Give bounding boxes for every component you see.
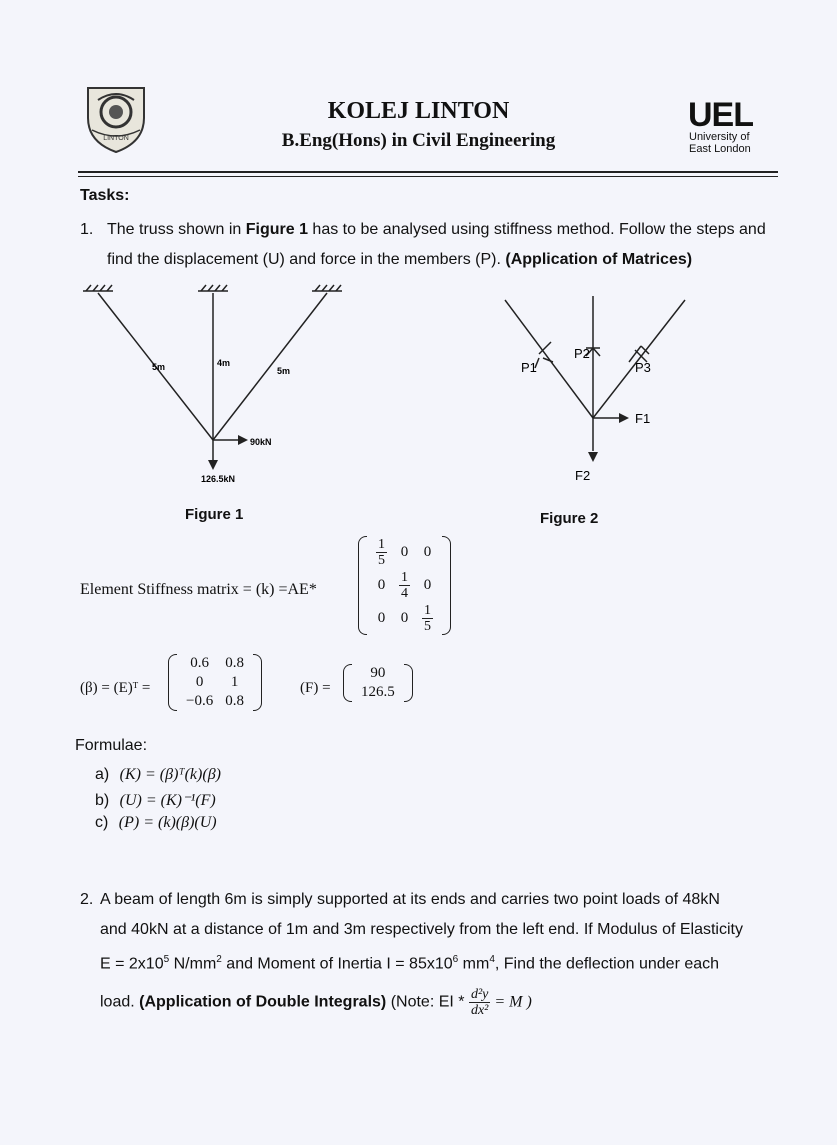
beta-matrix-cell: −0.6 [186,693,214,709]
institution-title: KOLEJ LINTON [327,98,510,124]
figure2-dof [495,286,705,486]
formula-item [95,766,221,790]
beta-matrix-cell: 0.8 [225,693,244,709]
formula-marker: b) [95,792,114,809]
stiffness-matrix-cell: 0 [423,577,432,593]
fig1-horizontal-load: 90kN [250,437,272,447]
stiffness-matrix-cell: 0 [400,544,409,560]
fig1-left-member-label: 5m [152,362,166,372]
beta-matrix-row [180,654,250,673]
stiffness-matrix-cell [416,602,439,635]
beta-matrix-cell: 0.8 [225,655,244,671]
stiffness-matrix-cell: 0 [423,544,432,560]
stiffness-matrix-cell: 0 [377,577,386,593]
force-vector-cell: 126.5 [361,684,395,700]
programme-title: B.Eng(Hons) in Civil Engineering [281,130,556,151]
formula-item [95,814,221,838]
force-vector [343,664,413,702]
stiffness-matrix-row [370,536,439,569]
beta-matrix-row [180,692,250,711]
q1-number: 1. [80,221,94,238]
stiffness-matrix-cell [370,536,393,569]
header-rule [78,171,778,173]
formula-expression: (K) = (β)ᵀ(k)(β) [119,766,221,783]
fraction: $\frac{1}{5}$ [424,603,431,634]
figure2-caption: Figure 2 [540,510,599,527]
uel-logo-text: University of East London [689,131,751,155]
fig1-right-member-label: 5m [277,366,291,376]
header-rule-thin [78,176,778,177]
formulae-list [95,766,221,838]
stiffness-matrix-row [370,569,439,602]
beta-matrix-cell: 1 [230,674,239,690]
derivative-fraction: $\frac{\text{d²y}}{\text{dx²}}$ [470,987,489,1019]
stiffness-matrix-cell: 0 [377,610,386,626]
q1-text: The truss shown in Figure 1 has to be analysed using stiffness method. Follow the steps and find the displacement (U) and force in the members (P). (Application of Matrices) [107,221,766,268]
figure1-truss [80,282,380,492]
fig2-p1-label: P1 [521,360,537,375]
fig1-vertical-load: 126.5kN [201,474,236,484]
formula-item [95,790,221,814]
figure1-caption: Figure 1 [185,506,244,523]
stiffness-matrix-cell [393,569,416,602]
fig1-middle-member-label: 4m [217,358,231,368]
stiffness-label: Element Stiffness matrix = (k) =AE* [80,581,317,598]
formula-marker: a) [95,766,114,783]
formula-marker: c) [95,814,113,831]
stiffness-matrix-row [370,602,439,635]
fig2-p3-label: P3 [635,360,651,375]
uel-logo: UEL [688,96,753,134]
stiffness-matrix [358,536,451,635]
formulae-heading: Formulae: [75,737,148,754]
fraction: $\frac{1}{5}$ [378,537,385,568]
formula-expression: (P) = (k)(β)(U) [118,814,217,831]
fig2-f1-label: F1 [635,411,651,426]
beta-label: (β) = (E)ᵀ = [80,680,151,696]
force-vector-row [355,664,401,683]
tasks-heading: Tasks: [80,187,130,204]
logo-text: LINTON [103,135,129,142]
fig2-p2-label: P2 [574,346,590,361]
beta-matrix-cell: 0 [195,674,204,690]
fig2-f2-label: F2 [575,468,591,483]
formula-expression: (U) = (K)⁻¹(F) [119,792,216,809]
force-vector-row [355,683,401,702]
beta-matrix-cell: 0.6 [190,655,209,671]
stiffness-matrix-cell: 0 [400,610,409,626]
force-label: (F) = [300,680,331,696]
force-vector-cell: 90 [370,665,386,681]
q2-text: A beam of length 6m is simply supported at its ends and carries two point loads of 48kN and 40kN at a distance of 1m and 3m respectively from the left end. If Modulus of Elasticity $E = 2x10^5$ $N/mm^2$ and Moment of Inertia $I = 85x10^6$ $mm^4$, Find the deflection under each load. (Application of Double Integrals) (Note: EI * $\frac{\text{d²y}}{\text{dx²}}$ = M ) [100,891,743,1019]
q2-number: 2. [80,891,94,908]
beta-matrix-row [180,673,250,692]
beta-matrix [168,654,262,711]
fraction: $\frac{1}{4}$ [401,570,408,601]
